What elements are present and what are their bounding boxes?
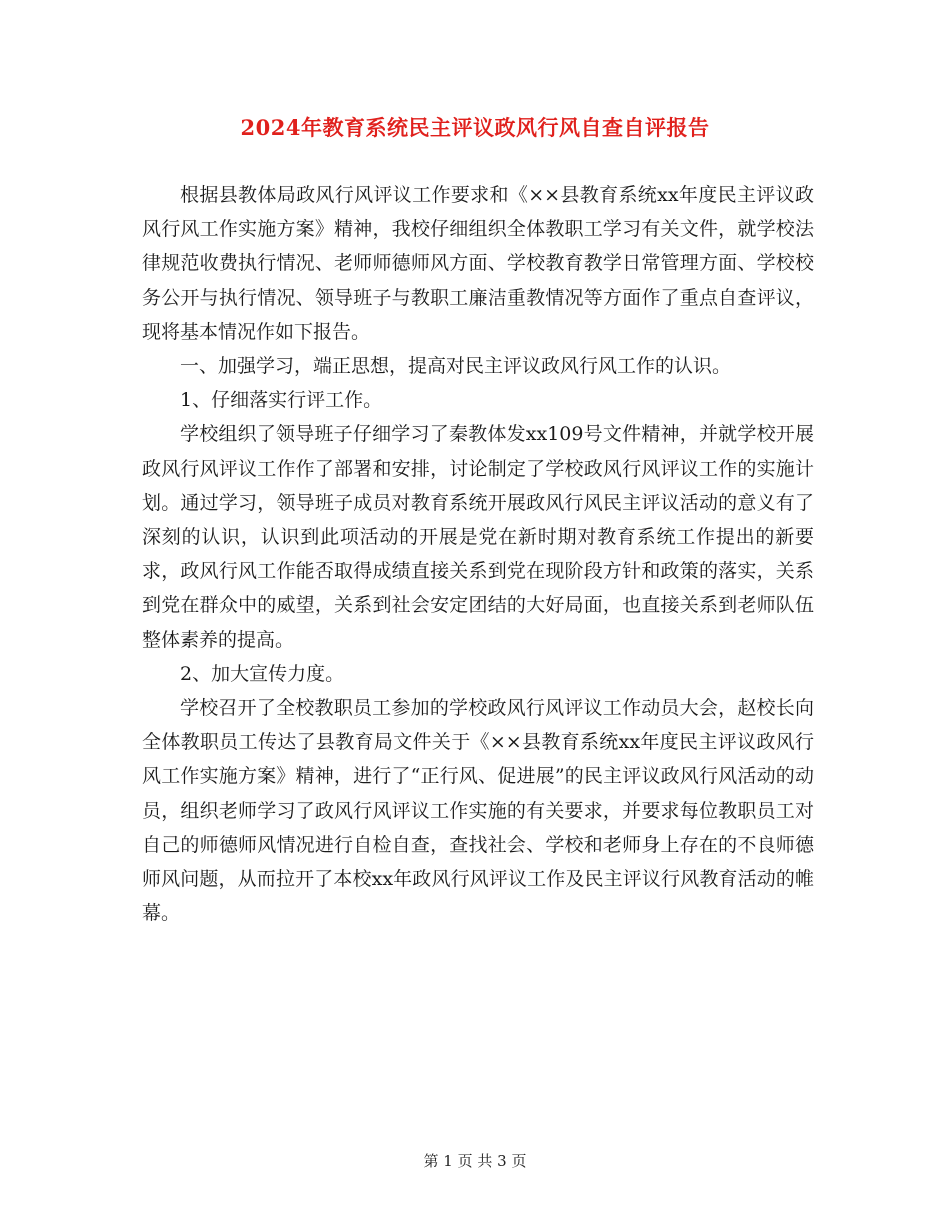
subsection-heading-1: 1、仔细落实行评工作。 bbox=[180, 389, 383, 412]
page-number: 第 1 页 共 3 页 bbox=[423, 1152, 527, 1170]
document-title: 2024年教育系统民主评议政风行风自查自评报告 bbox=[240, 115, 710, 140]
document-body bbox=[142, 178, 814, 930]
subsection-heading-2: 2、加大宣传力度。 bbox=[180, 662, 345, 685]
section-heading-1: 一、加强学习，端正思想，提高对民主评议政风行风工作的认识。 bbox=[180, 355, 732, 378]
paragraph-intro: 根据县教体局政风行风评议工作要求和《××县教育系统xx年度民主评议政风行风工作实施方案》精神，我校仔细组织全体教职工学习有关文件，就学校法律规范收费执行情况、老师师德师风方面、学校教育教学日常管理方面、学校校务公开与执行情况、领导班子与教职工廉洁重教情况等方面作了重点自查评议，现将基本情况作如下报告。 bbox=[142, 184, 814, 343]
paragraph-1: 学校组织了领导班子仔细学习了秦教体发xx109号文件精神，并就学校开展政风行风评议工作作了部署和安排，讨论制定了学校政风行风评议工作的实施计划。通过学习，领导班子成员对教育系统开展政风行风民主评议活动的意义有了深刻的认识，认识到此项活动的开展是党在新时期对教育系统工作提出的新要求，政风行风工作能否取得成绩直接关系到党在现阶段方针和政策的落实，关系到党在群众中的威望，关系到社会安定团结的大好局面，也直接关系到老师队伍整体素养的提高。 bbox=[142, 423, 814, 651]
paragraph-2: 学校召开了全校教职员工参加的学校政风行风评议工作动员大会，赵校长向全体教职员工传达了县教育局文件关于《××县教育系统xx年度民主评议政风行风工作实施方案》精神，进行了“正行风、促进展”的民主评议政风行风活动的动员，组织老师学习了政风行风评议工作实施的有关要求，并要求每位教职员工对自己的师德师风情况进行自检自查，查找社会、学校和老师身上存在的不良师德师风问题，从而拉开了本校xx年政风行风评议工作及民主评议行风教育活动的帷幕。 bbox=[142, 697, 814, 925]
